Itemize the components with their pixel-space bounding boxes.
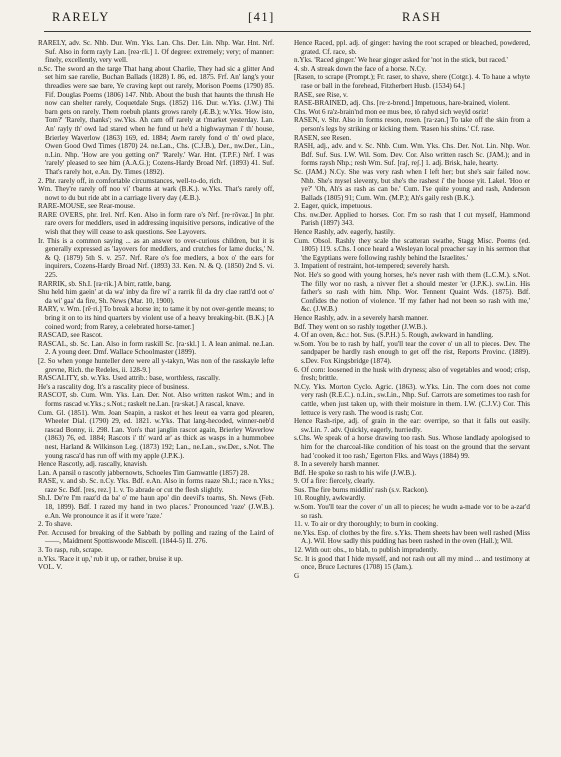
entry-paragraph: 8. In a severely harsh manner. — [294, 460, 380, 469]
entry-paragraph: Hence Rash-ripe, adj. of grain in the ear: overripe, so that it falls out easily. sw.Lin. 7. adv. Quickly, eagerly, hurriedly. — [294, 417, 530, 434]
entry-paragraph: Bdf. He spoke so rash to his wife (J.W.B.). — [294, 468, 417, 477]
entry-paragraph: Hence Raced, ppl. adj. of ginger: having the root scraped or bleached, powdered, grated. Cf. race, sb. — [294, 39, 530, 56]
page-number: [41] — [248, 10, 275, 24]
entry-paragraph: Sc. It is good that I hide myself, and not rash out all my mind ... and testimony at once, Bruce Lectures (1708) 15 (Jam.). — [294, 554, 530, 572]
entry-paragraph: w.Som. You be to rash by half, you'll tear the cover o' un all to pieces. Dev. The sandpaper be hardly rash enough to get off the rist, Reports Provinc. (1889). s.Dev. Fox Kingsbridge (1874). — [294, 339, 530, 365]
entry-paragraph: RASH, adj., adv. and v. Sc. Nhb. Cum. Wm. Yks. Chs. Der. Not. Lin. Nhp. Wor. Bdf. Suf. Sus. I.W. Wil. Som. Dev. Cor. Also written rasch Sc. (JAM.); and in forms raysh Nhp.; resh Wm. Suf. [raʃ, reʃ.] 1. adj. Brisk, hale, hearty. — [294, 142, 530, 168]
entry-paragraph: n.Yks. 'Race it up,' rub it up, or rather, bruise it up. — [38, 554, 183, 563]
entry-paragraph: RARRIK, sb. Sh.I. [ra·rik.] A birr, rattle, bang. — [38, 279, 172, 288]
entry-paragraph: Cum. Gl. (1851). Wm. Joan Seapin, a raskot et hes leeut ea varra god plearen, Wheeler Dial. (1790) 29, ed. 1821. w.Yks. That lang-hecoded, winner-neb'd rascad Bonny, ii. 298. Lan. Yon's that janglin rascot again, Brierley Waverlow (1863) 76, ed. 1884; Rascots i' th' ward ar' as thick as wasps in a hummobee nest, Harland & Wilkinson Leg. (1873) 192; Lan., ne.Lan., sw.Der., s.Not. The young rasca'd has run off with my apple (J.P.K.). — [38, 408, 274, 460]
entry-paragraph: Wm. They're rarely off noo vi' t'barns at wark (B.K.). w.Yks. That's rarely off, nowt to du but ride abt in a carriage livery day (Æ.B.). — [38, 185, 274, 202]
entry-paragraph: 2. Eager, quick, impetuous. — [294, 202, 373, 211]
entry-paragraph: 12. With out: obs., to blab, to publish imprudently. — [294, 546, 439, 555]
entry-paragraph: 2. Phr. rarely off, in comfortable circumstances, well-to-do, rich. — [38, 176, 223, 185]
headword-right: RASH — [402, 10, 442, 24]
entry-paragraph: Ir. This is a common saying ... as an answer to over-curious children, but it is generally expressed as 'layovers for meddlers, and crutches for lame ducks,' N. & Q. (1879) 5th S. v. 257. Nrf. Rare o's foe medlers, a box o' the ears for inquirers, Cozens-Hardy Broad Nrf. (1893) 33. Ken. N. & Q. (1850) 2nd S. vi. 225. — [38, 236, 274, 280]
headword-left: RARELY — [52, 10, 110, 24]
entry-paragraph: RARE OVERS, phr. Irel. Nrf. Ken. Also in form rare o's Nrf. [re·rōvəz.] In phr. rare overs for meddlers, used in addressing inquisitive persons, indicative of the wish that they will cease to ask questions. See Layovers. — [38, 210, 274, 237]
entry-paragraph: 10. Roughly, awkwardly. — [294, 494, 366, 503]
entry-paragraph: Chs. Wot 6 ra'z-brain'nd mon ee mus bee, tö rahyd sich weyld osriz! — [294, 107, 489, 116]
entry-paragraph: ne.Yks. Esp. of clothes by the fire. s.Yks. Them sheets hav been well rashed (Miss A.). Wil. How sadly this pudding has been rashed in the oven (Hall.); Wil. — [294, 528, 530, 546]
entry-paragraph: Chs. nw.Der. Applied to horses. Cor. I'm so rash that I cut myself, Hammond Parish (1897) 343. — [294, 210, 530, 228]
entry-paragraph: 3. To rasp, rub, scrape. — [38, 546, 103, 555]
entry-paragraph: RARE-MOUSE, see Rear-mouse. — [38, 202, 136, 211]
entry-paragraph: Hence Rashly, adv. eagerly, hastily. — [294, 228, 395, 237]
entry-paragraph: RARELY, adv. Sc. Nhb. Dur. Wm. Yks. Lan. Chs. Der. Lin. Nhp. War. Hnt. Nrf. Suf. Also in form rayly Lan. [reə·rli.] 1. Of degree: extremely; very; of manner: finely, excellently, very well. — [38, 39, 274, 65]
entry-paragraph: n.Sc. The sword an the targe That hang about Charlie, They had sic a glitter And set him sae rarelie, Buchan Ballads (1828) I. 86, ed. 1875. Frf. An' lang's your threadies were sae bare, Ye craving kept out rarely, Morison Poems (1790) 85. Fif. Douglas Poems (1806) 147. Nhb. About the bush that haunts the thrush He now can shelter rarely, Coquetdale Sngs. (1852) 116. Dur. w.Yks. (J.W.) Thi barn gets on rarely. Them roebuh plants grows rarely (Æ.B.); w.Yks. 'How isto, Tom?' 'Rarely, thanks'; sw.Yks. Ah cam off rarely at t'market yesterday. Lan. An' rayly th' owd lad stared when he fund ut he'd a highwayman i' th' house, Brierley Waverlow (1863) 169, ed. 1884; Awm rarely fond o' th' owd place, Owen Good Owd Times (1870) 24. ne.Lan., Chs. (C.J.B.), Der., nw.Der., Lin., n.Lin. Nhp. 'How are you getting on?' 'Rarely.' War. Hnt. (T.P.F.) Nrf. I was 'rarely' pleased to see him (A.A.G.); Cozens-Hardy Broad Nrf. (1893) 41. Suf. That's rarely hot, e.An. Dy. Times (1892). — [38, 64, 274, 176]
entry-paragraph: Sus. The fire burns middlin' rash (s.v. Rackon). — [294, 485, 429, 494]
left-column — [38, 39, 274, 572]
entry-paragraph: Hence Rashly, adv. in a severely harsh manner. — [294, 314, 429, 322]
entry-paragraph: RASCAL, sb. Sc. Lan. Also in form raskill Sc. [ra·skl.] 1. A lean animal. ne.Lan. 2. A young deer. Dmf. Wallace Schoolmaster (1899). — [38, 339, 274, 357]
entry-paragraph: 4. sb. A streak down the face of a horse. N.Cy. — [294, 64, 427, 73]
entry-paragraph: 11. v. To air or dry thoroughly; to burn in cooking. — [294, 520, 439, 529]
entry-paragraph: RASCALITY, sb. w.Yks. Used attrib.: base, worthless, rascally. — [38, 374, 220, 383]
entry-paragraph: He's a rascality dog. It's a rascality piece of business. — [38, 382, 190, 391]
entry-paragraph: RASE, see Rise, v. — [294, 90, 348, 99]
entry-paragraph: 4. Of an oven, &c.: hot. Sus. (S.P.H.) 5. Rough, awkward in handling. — [294, 331, 494, 340]
entry-paragraph: Cum. Obsol. Rashly they scale the scatteran swathe, Stagg Misc. Poems (ed. 1805) 119. s.Chs. I once heard a Wesleyan local preacher say in his sermon that 'the Egyptians were following rashly behind the Israelites.' — [294, 236, 530, 262]
entry-paragraph: Sc. (JAM.) N.Cy. She was very rash when I left her; but she's sair failed now. Nhb. She's mysel sleventy, but she's the rashest i' the hoose yit. Lakel. 'Hoo er ye?' 'Oh, Ah's as rash as can be.' Cum. I'se quite young and rash, Anderson Ballads (1805) 91; Cum. Wm. (M.P.); Ah's gaily resh (B.K.). — [294, 167, 530, 202]
entry-paragraph: Shu held him gaein' at da wa' inby da fire wi' a rarrik fil da dry clae rattl'd oot o' da wi' gaa' da fire, Sh. News (Mar. 10, 1900). — [38, 288, 274, 305]
entry-paragraph: N.Cy. Yks. Morton Cyclo. Agric. (1863). w.Yks. Lin. The corn does not come very rash (R.E.C.). n.Lin., sw.Lin., Nhp. Suf. Carrots are sometimes too rash for cattle, when just taken up, with their moisture in them. I.W. (C.J.V.) Cor. This lettuce is very rash. The wood is rash; Cor. — [294, 382, 530, 417]
entry-paragraph: Bdf. They went on so rashly together (J.W.B.). — [294, 322, 428, 331]
entry-paragraph: RARY, v. Wm. [rē·ri.] To break a horse in; to tame it by not over-gentle means; to bring it on to its hind quarters by violent use of a heavy breaking-bit. (B.K.) [A coined word; from Rarey, a celebrated horse-tamer.] — [38, 305, 274, 331]
entry-paragraph: s.Chs. We speak of a horse drawing too rash. Sus. Whose landlady apologised to him for the charcoal-like condition of his toast on the ground that the servant had 'cooked it too rash,' Egerton Flks. and Ways (1884) 99. — [294, 434, 530, 460]
entry-paragraph: [2. So when yonge hunteller dere were all y-takyn, Was non of the rasskayle lefte grevne, Rich. the Redeles, ii. 128-9.] — [38, 356, 274, 374]
entry-paragraph: RASEN, see Resen. — [294, 133, 352, 142]
entry-paragraph: w.Som. You'll tear the cover o' un all to pieces; he wudn a-made vor to be a-zar'd so rash. — [294, 503, 530, 520]
entry-paragraph: Per. Accused for breaking of the Sabbath by polling and razing of the Laird of ——, Maidment Spottiswoode Miscell. (1844-5) II. 276. — [38, 528, 274, 546]
entry-paragraph: 2. To shave. — [38, 520, 73, 529]
entry-paragraph: [Rasen, to scrape (Prompt.); Fr. raser, to shave, shere (Cotgr.). 4. To haue a whyte rase or ball in the forehead, Fitzherbert Husb. (1534) 64.] — [294, 73, 530, 90]
entry-paragraph: 3. Impatient of restraint, hot-tempered; severely harsh. — [294, 262, 450, 271]
entry-paragraph: n.Yks. 'Raced ginger.' We hear ginger asked for 'not in the stick, but raced.' — [294, 56, 508, 65]
entry-paragraph: Not. He's so good with young horses, he's never rash with them (L.C.M.). s.Not. The filly wor no rash, a nivver flet a should mester 'er (J.P.K.). sw.Lin. His father's so rash with him. Nhp. Wor. Tennent Quaint Wds. (1875). Bdf. Confides the notion of violence. 'If my father had not been so rash with me,' &c. (J.W.B.) — [294, 271, 530, 314]
entry-paragraph: RASCOT, sb. Cum. Wm. Yks. Lan. Der. Not. Also written raskot Wm.; and in forms rascad w.Yks.; s.Not.; raskelt ne.Lan. [ra·skət.] A rascal, knave. — [38, 391, 274, 408]
entry-paragraph: VOL. V. — [38, 563, 63, 572]
entry-paragraph: Hence Rascotly, adj. rascally, knavish. — [38, 460, 148, 469]
entry-paragraph: RASCAD, see Rascot. — [38, 331, 103, 340]
entry-paragraph: RASE-BRAINED, adj. Chs. [re·z-brend.] Impetuous, hare-brained, violent. — [294, 99, 510, 108]
right-column — [294, 39, 530, 580]
running-header — [0, 10, 561, 32]
entry-paragraph: RASE, v. and sb. Sc. n.Cy. Yks. Bdf. e.An. Also in forms raaze Sh.I.; race n.Yks.; raze Sc. Bdf. [res, rez.] 1. v. To abrade or cut the flesh slightly. — [38, 477, 274, 494]
entry-paragraph: Sh.I. De're I'm raaz'd da ba' o' me haun apo' din deevil's toarns, Sh. News (Feb. 18, 1899). Bdf. I razed my hand in two places.' Pronounced 'raze' (J.W.B.). e.An. We pronounce it as if it were 'raze.' — [38, 494, 274, 520]
entry-paragraph: RASEN, v. Shr. Also in forms reson, rosen. [ra·zən.] To take off the skin from a person's legs by striking or kicking them. 'Rasen his shins.' Cf. rase. — [294, 116, 530, 133]
entry-paragraph: Lan. A pansil o rascotly jabbernowts, Schoeles Tim Gamwattle (1857) 28. — [38, 468, 250, 477]
entry-paragraph: G — [294, 571, 300, 580]
entry-paragraph: 6. Of corn: loosened in the husk with dryness; also of vegetables and wood; crisp, fresh; brittle. — [294, 365, 530, 383]
entry-paragraph: 9. Of a fire: fiercely, clearly. — [294, 477, 375, 486]
header-rule — [44, 31, 531, 32]
